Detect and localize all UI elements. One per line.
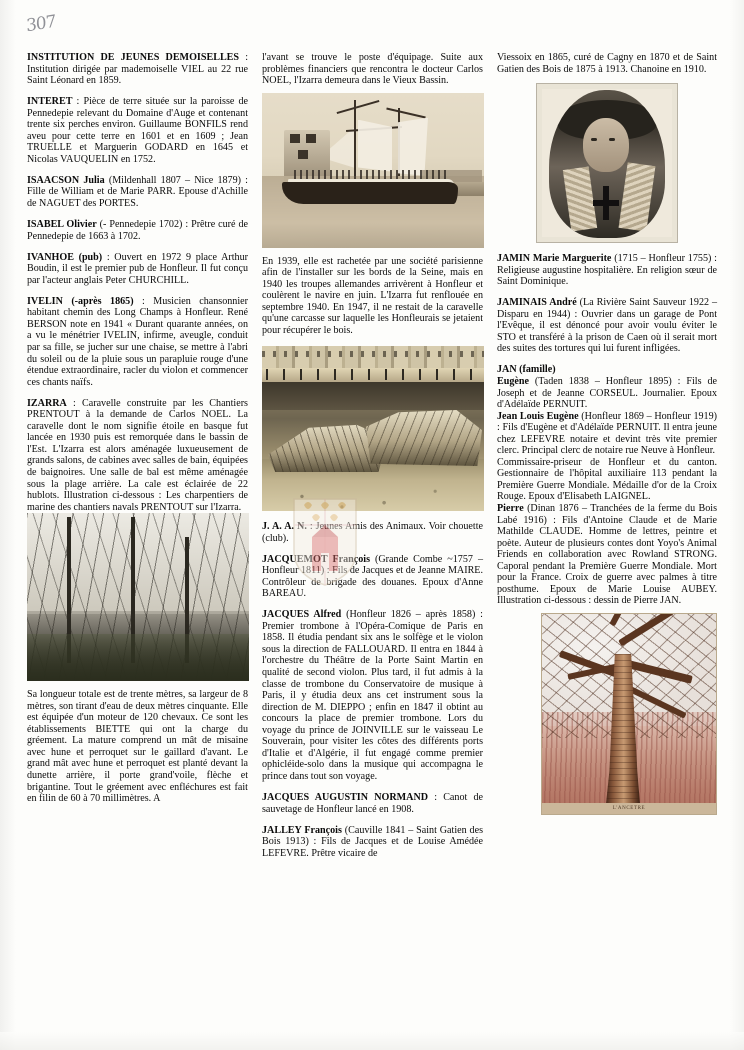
portrait-face	[583, 118, 629, 172]
ship-deck-crowd	[294, 170, 450, 179]
dictionary-entry	[262, 521, 483, 544]
entry-body: : Canot de sauvetage de Honfleur lancé en 1908.	[262, 791, 484, 815]
entry-body: (Dinan 1876 – Tranchées de la ferme du Bois Labé 1916) : Fils d'Antoine Claude et de Marie Mathilde CLAUDE. Homme de lettres, peintre et poète. Auteur de plusieurs contes dont Yoyo's Animal Friends en collaboration avec Rowland STRONG. Caporal pendant la Première Guerre Mondiale. Mort pour la France. Croix de guerre avec palmes à titre posthume. Epoux de Marie Louise AUBEY. Illustration ci-dessous : dessin de Pierre JAN.	[497, 503, 717, 607]
entry-headword: ISAACSON Julia	[27, 174, 105, 186]
dictionary-entry	[497, 376, 717, 411]
scan-edge-bottom	[0, 1032, 744, 1050]
text-column-3	[497, 52, 717, 815]
text-column-2	[262, 52, 483, 859]
dictionary-entry	[262, 609, 483, 782]
entry-body: (Taden 1838 – Honfleur 1895) : Fils de Joseph et de Jeanne CORSEUL. Journalier. Epoux d'Adélaïde PERNUIT.	[497, 376, 717, 411]
dictionary-entry	[27, 296, 248, 388]
shipyard-workers	[266, 369, 480, 380]
pierre-jan-tree-drawing	[541, 613, 717, 815]
dictionary-entry	[27, 52, 248, 87]
entry-headword: IVANHOE (pub)	[27, 251, 103, 263]
three-column-text-body	[27, 52, 717, 1002]
entry-headword: JAMIN Marie Marguerite	[497, 253, 612, 265]
dictionary-entry	[27, 96, 248, 165]
entry-body: (Cauville 1841 – Saint Gatien des Bois 1913) : Fils de Jacques et de Louise Amédée LEFEVRE. Prêtre vicaire de	[262, 824, 483, 859]
scan-edge-right	[730, 0, 744, 1050]
dictionary-entry	[497, 52, 717, 75]
entry-headword: INTERET	[27, 96, 73, 108]
ship-sail	[398, 118, 428, 176]
entry-body: : Caravelle construite par les Chantiers PRENTOUT à la demande de Carlos NOEL. La caravelle dont le nom signifie étoile en basque fut lancée en 1930 puis est remorquée dans le bassin de l'Est. L'Izarra est alors aménagée luxueusement de grands salons, de cabines avec salles de bain, équipées de baignoires. Une salle de bal est même aménagée sous la plage arrière. La cale est éclairée de 22 hublots. Illustration ci-dessous : Les charpentiers de marine des chantiers navals PRENTOUT sur l'Izarra.	[27, 397, 248, 513]
pectoral-cross-horizontal	[593, 200, 619, 206]
entry-body: : Musicien chansonnier habitant chemin des Long Champs à Honfleur. René BERSON note en 1941 « Durant quarante années, on a vu le ménétrier IVELIN, infirme, aveugle, conduit par sa fille, se jucher sur une chaise, se mettre à l'abri du soleil ou de la pluie sous un parapluie rouge d'une étendue extraordinaire, racler du violon et commencer ces chants naïfs.	[27, 295, 248, 388]
entry-headword: ISABEL Olivier	[27, 219, 97, 231]
dictionary-entry	[497, 503, 717, 607]
entry-body: : Ouvert en 1972 9 place Arthur Boudin, il est le premier pub de Honfleur. Il fut conçu par l'acteur anglais Peter CHURCHILL.	[27, 251, 248, 286]
clergy-lace-surplice-left	[563, 167, 597, 232]
entry-headword: JALLEY François	[262, 824, 342, 836]
entry-body: : Jeunes Amis des Animaux. Voir chouette (club).	[262, 520, 483, 544]
entry-headword: Pierre	[497, 503, 524, 515]
dictionary-entry	[497, 364, 717, 376]
dictionary-entry	[27, 219, 248, 242]
ship-sail	[358, 120, 392, 172]
handwritten-folio-number: 307	[25, 11, 56, 37]
entry-body: (Grande Combe ~1757 – Honfleur 1811) : Fils de Jacques et de Jeanne MAIRE. Contrôleur de brigade des douanes. Epoux d'Anne BAREAU.	[262, 553, 483, 600]
entry-headword: Eugène	[497, 376, 529, 388]
clergy-lace-surplice-right	[619, 162, 656, 231]
dictionary-entry	[497, 457, 717, 503]
entry-headword: JACQUEMOT François	[262, 553, 371, 565]
entry-body: : Institution dirigée par mademoiselle VIEL au 22 rue Saint Léonard en 1859.	[27, 52, 248, 87]
dictionary-entry	[262, 554, 483, 600]
entry-headword: JACQUES AUGUSTIN NORMAND	[262, 791, 429, 803]
ship-yard	[386, 107, 425, 118]
prentout-shipyard-photo	[262, 346, 484, 511]
entry-body: (Mildenhall 1807 – Nice 1879) : Fille de William et de Marie PARR. Epouse d'Achille de NAGUET des PORTES.	[27, 174, 248, 210]
entry-body: (- Pennedepie 1702) : Prêtre curé de Pennedepie de 1663 à 1702.	[27, 219, 248, 242]
rigging-foreground-foliage	[27, 634, 249, 681]
entry-headword: J. A. A. N.	[262, 520, 307, 532]
entry-body: Sa longueur totale est de trente mètres, sa largeur de 8 mètres, son tirant d'eau de deux mètres cinquante. Elle est équipée d'un moteur de 120 chevaux. Ce sont les établissements BIETTE qui ont la charge du gréement. La mature comprend un mât de misaine avec hune et perroquet sur le gaillard d'avant. Le grand mât avec hune et perroquet est planté devant la dunette arrière, il porte grand'voile, flèche et brigantine. Tout le gréement avec enfléchures est fait en filin de 60 à 70 millimètres. A	[27, 689, 248, 805]
entry-body: (Honfleur 1869 – Honfleur 1919) : Fils d'Eugène et d'Adélaïde PERNUIT. Il entra jeune chez LEFEVRE notaire et devint très vite premier clerc. Principal clerc de notaire rue Neuve à Honfleur.	[497, 410, 717, 457]
ship-yard	[337, 100, 380, 114]
shipyard-quayside-buildings	[262, 346, 484, 368]
entry-body: Viessoix en 1865, curé de Cagny en 1870 et de Saint Gatien des Bois de 1875 à 1913. Chanoine en 1910.	[497, 52, 717, 75]
entry-body: Commissaire-priseur de Honfleur et du canton. Gestionnaire de l'hôpital auxiliaire 113 pendant la Première Guerre Mondiale. Médaille d'or de la Croix Rouge. Epoux d'Elisabeth LAIGNEL.	[497, 456, 717, 503]
dictionary-entry	[27, 689, 248, 804]
drawing-signature-caption: L'ANCETRE	[542, 803, 716, 814]
text-column-1	[27, 52, 248, 805]
portrait-oval-vignette	[549, 90, 665, 238]
dictionary-entry	[497, 253, 717, 288]
izarra-rigging-photo	[27, 513, 249, 681]
dictionary-entry	[497, 297, 717, 355]
dictionary-entry	[262, 256, 483, 337]
entry-headword: JAN (famille)	[497, 364, 556, 376]
entry-headword: IZARRA	[27, 397, 67, 409]
entry-headword: JACQUES Alfred	[262, 609, 342, 621]
entry-body: (1715 – Honfleur 1755) : Religieuse augustine hospitalière. En religion sœur de Saint Dominique.	[497, 253, 717, 288]
entry-body: (La Rivière Saint Sauveur 1922 – Disparu en 1944) : Ouvrier dans un garage de Pont l'Evêque, il est dénoncé pour avoir voulu éviter le STO et transféré à la prison de Caen où il serait mort des suites des tortures qui lui furent infligées.	[497, 297, 717, 355]
entry-body: l'avant se trouve le poste d'équipage. Suite aux problèmes financiers que rencontra le docteur Carlos NOEL, l'Izarra demeura dans le Vieux Bassin.	[262, 52, 483, 87]
dictionary-entry	[27, 175, 248, 210]
dictionary-entry	[262, 52, 483, 87]
portrait-eyes	[591, 138, 597, 141]
dictionary-entry	[262, 792, 483, 815]
dictionary-entry	[262, 825, 483, 860]
entry-body: En 1939, elle est rachetée par une société parisienne afin de l'installer sur les bords de la Seine, mais en 1940 les troupes allemandes arrivèrent à Honfleur et coulèrent le navire en juin. L'Izarra fut renflouée en septembre 1940. En 1947, il ne restait de la caravelle qu'une carcasse sur laquelle les Honfleurais se jetaient pour récupérer le bois.	[262, 255, 483, 336]
izarra-caravel-photo	[262, 93, 484, 248]
dictionary-entry	[497, 411, 717, 457]
wooden-hull-under-construction	[366, 410, 482, 466]
dictionary-entry	[27, 398, 248, 513]
entry-body: (Honfleur 1826 – après 1858) : Premier trombone à l'Opéra-Comique de Paris en 1858. Il étudia pendant six ans le solfège et le violon sous la direction de FALLOUARD. Il entra en 1844 à l'orchestre du Théâtre de la Porte Saint Martin en qualité de second violon. Plus tard, il fut admis à la classe de trombone du Conservatoire de musique à Paris, il y étudia deux ans cet instrument sous la direction de M. DIEPPO ; enfin en 1847 il obtint au concours la place de premier trombone. Lors du voyage du prince de JOINVILLE sur le vaisseau Le Souverain, pour visiter les côtes des différents ports d'Italie et d'Algérie, il fut engagé comme premier ophicléide-solo dans la musique qui accompagna le prince dans tout son voyage.	[262, 609, 483, 782]
entry-headword: JAMINAIS André	[497, 297, 577, 309]
dictionary-entry	[27, 252, 248, 287]
shipyard-quay-wall	[262, 382, 484, 410]
entry-headword: Jean Louis Eugène	[497, 410, 579, 422]
entry-body: : Pièce de terre située sur la paroisse de Pennedepie relevant du Domaine d'Auge et contenant trente six perches environ. Guillaume BONFILS rend aveu pour cette terre en 1601 et en 1609 ; Jean TRUELLE et Marguerin GODARD en 1645 et Nicolas VAUQUELIN en 1752.	[27, 96, 248, 165]
scan-edge-left	[0, 0, 16, 1050]
entry-headword: IVELIN (-après 1865)	[27, 295, 134, 307]
jalley-francois-portrait	[536, 83, 678, 243]
entry-headword: INSTITUTION DE JEUNES DEMOISELLES	[27, 52, 240, 63]
ship-hull	[282, 182, 458, 204]
